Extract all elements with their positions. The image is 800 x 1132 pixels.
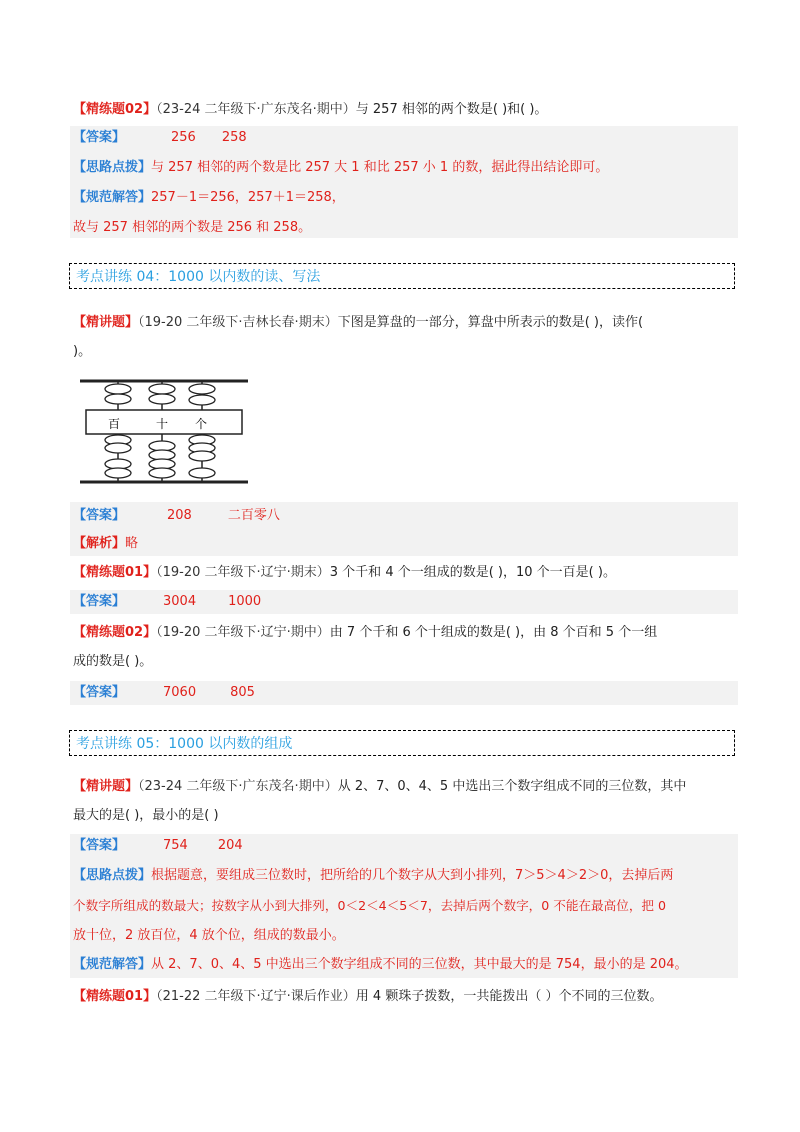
question-q5-cont: 最大的是( )，最小的是( ) xyxy=(73,808,219,823)
analysis-text: 略 xyxy=(125,536,139,551)
question-source: （19-20 二年级下·辽宁·期中） xyxy=(156,625,330,640)
answer-value-a: 208 xyxy=(167,508,192,523)
question-q4-cont: 成的数是( )。 xyxy=(73,654,153,669)
question-q2 xyxy=(73,313,643,333)
answer-value-b: 258 xyxy=(221,130,247,145)
q5-hint-row xyxy=(73,866,673,886)
section-title: 考点讲练 04：1000 以内数的读、写法 xyxy=(76,269,321,285)
question-q2-cont: )。 xyxy=(73,344,92,359)
question-text: 3 个千和 4 个一组成的数是( )，10 个一百是( )。 xyxy=(329,565,616,580)
solution-tag: 【规范解答】 xyxy=(73,957,152,972)
abacus-label-hundreds: 百 xyxy=(108,417,121,431)
answer-tag: 【答案】 xyxy=(73,594,126,609)
answer-value-a: 754 xyxy=(163,838,188,853)
question-tag: 【精讲题】 xyxy=(73,315,139,330)
section-header-04 xyxy=(69,263,735,289)
answer-value-b: 805 xyxy=(230,685,255,700)
q1-solution-conclusion: 故与 257 相邻的两个数是 256 和 258。 xyxy=(73,220,312,235)
answer-tag: 【答案】 xyxy=(73,508,126,523)
question-source: （23-24 二年级下·广东茂名·期中） xyxy=(156,102,356,117)
question-source: （21-22 二年级下·辽宁·课后作业） xyxy=(156,989,356,1004)
answer-tag: 【答案】 xyxy=(73,685,126,700)
question-tag: 【精练题02】 xyxy=(73,102,157,117)
question-source: （19-20 二年级下·吉林长春·期末） xyxy=(138,315,338,330)
q5-solution-row xyxy=(73,955,688,975)
hint-text: 根据题意，要组成三位数时，把所给的几个数字从大到小排列，7＞5＞4＞2＞0，去掉后两 xyxy=(151,868,674,883)
question-text: 与 257 相邻的两个数是( )和( )。 xyxy=(355,102,548,117)
hint-tag: 【思路点拨】 xyxy=(73,160,152,175)
question-text: 由 7 个千和 6 个十组成的数是( )，由 8 个百和 5 个一组 xyxy=(329,625,658,640)
question-tag: 【精练题01】 xyxy=(73,989,157,1004)
solution-text: 257－1＝256，257＋1＝258， xyxy=(151,190,345,205)
question-tag: 【精练题02】 xyxy=(73,625,157,640)
abacus-label-ones: 个 xyxy=(195,417,208,431)
q5-answer-row xyxy=(73,836,243,856)
abacus-label-tens: 十 xyxy=(156,417,169,431)
answer-value-a: 7060 xyxy=(163,685,197,700)
q1-answer-row xyxy=(73,128,247,148)
q4-answer-row xyxy=(73,683,255,703)
question-source: （19-20 二年级下·辽宁·期末） xyxy=(156,565,330,580)
q1-solution-row xyxy=(73,188,345,208)
section-header-05 xyxy=(69,730,735,756)
question-tag: 【精练题01】 xyxy=(73,565,157,580)
answer-tag: 【答案】 xyxy=(73,838,126,853)
question-tag: 【精讲题】 xyxy=(73,779,139,794)
question-q4 xyxy=(73,623,657,643)
question-q1 xyxy=(73,100,547,120)
q5-hint-line-3: 放十位，2 放百位，4 放个位，组成的数最小。 xyxy=(73,928,345,943)
answer-value-a: 3004 xyxy=(163,594,197,609)
section-title: 考点讲练 05：1000 以内数的组成 xyxy=(76,736,293,752)
question-q3 xyxy=(73,563,616,583)
answer-value-a: 256 xyxy=(171,130,196,145)
q5-hint-line-2: 个数字所组成的数最大；按数字从小到大排列，0＜2＜4＜5＜7，去掉后两个数字，0 不能在最高位，把 0 xyxy=(73,898,667,913)
question-text: 从 2、7、0、4、5 中选出三个数字组成不同的三位数，其中 xyxy=(337,779,687,794)
analysis-tag: 【解析】 xyxy=(73,536,126,551)
solution-text: 从 2、7、0、4、5 中选出三个数字组成不同的三位数，其中最大的是 754，最小的是 204。 xyxy=(151,957,688,972)
question-q6 xyxy=(73,987,662,1007)
q2-answer-row xyxy=(73,506,280,526)
solution-tag: 【规范解答】 xyxy=(73,190,152,205)
q2-analysis-row xyxy=(73,534,138,554)
answer-tag: 【答案】 xyxy=(73,130,126,145)
q1-hint-row xyxy=(73,158,608,178)
answer-value-b: 二百零八 xyxy=(227,508,280,523)
hint-text: 与 257 相邻的两个数是比 257 大 1 和比 257 小 1 的数，据此得出结论即可。 xyxy=(151,160,609,175)
q3-answer-row xyxy=(73,592,261,612)
question-source: （23-24 二年级下·广东茂名·期中） xyxy=(138,779,338,794)
abacus-figure xyxy=(80,376,250,486)
question-text: 下图是算盘的一部分，算盘中所表示的数是( )，读作( xyxy=(337,315,644,330)
answer-value-b: 1000 xyxy=(228,594,262,609)
hint-tag: 【思路点拨】 xyxy=(73,868,152,883)
question-text: 用 4 颗珠子拨数，一共能拨出（ ）个不同的三位数。 xyxy=(355,989,663,1004)
answer-value-b: 204 xyxy=(217,838,243,853)
question-q5 xyxy=(73,777,686,797)
